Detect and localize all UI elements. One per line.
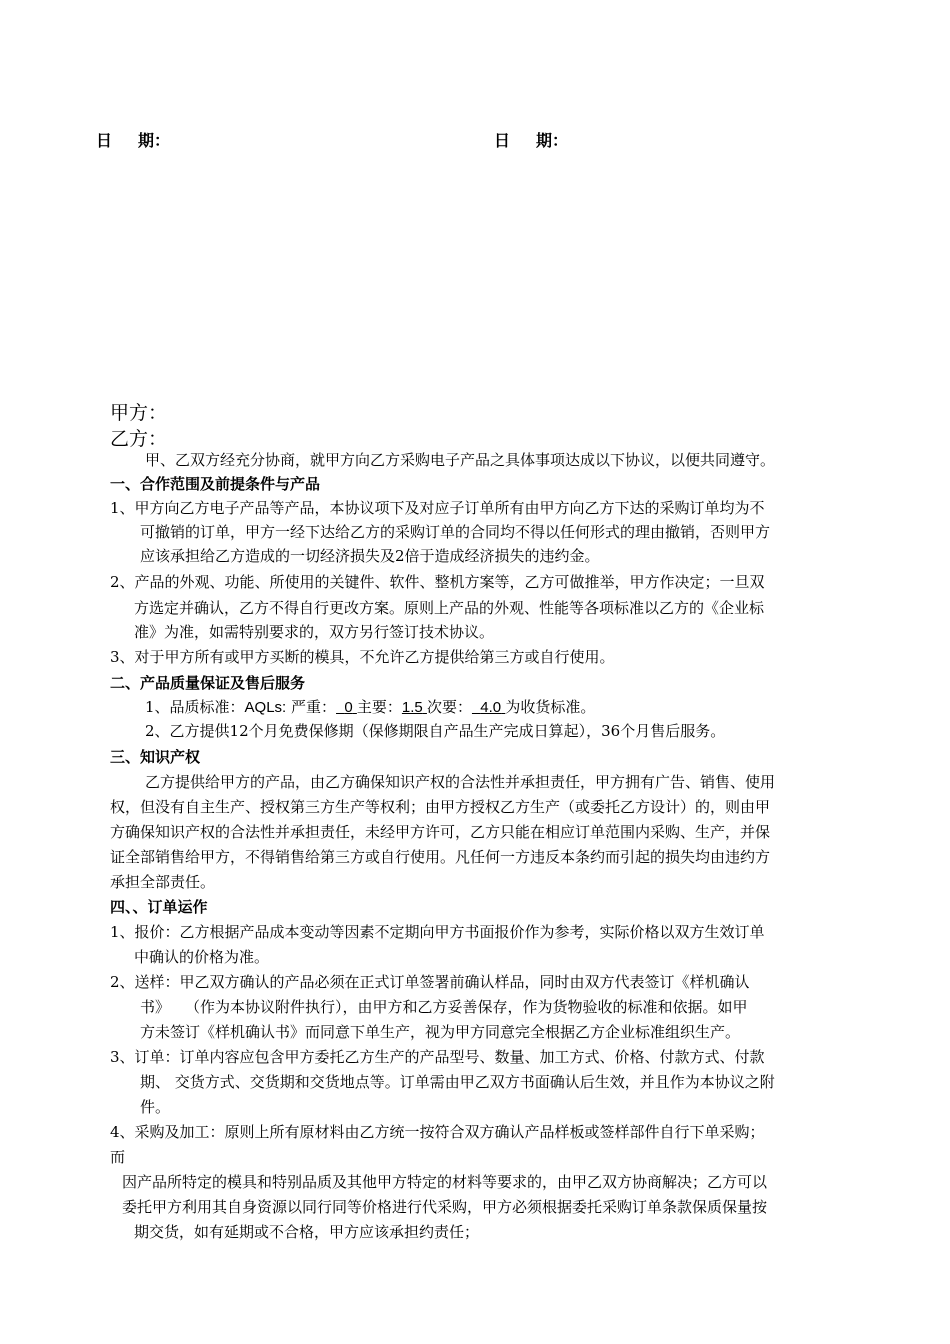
section-4-line: 期交货，如有延期或不合格，甲方应该承担约责任； (134, 1223, 480, 1241)
section-3-line: 乙方提供给甲方的产品，由乙方确保知识产权的合法性并承担责任，甲方拥有广告、销售、使用 (145, 773, 776, 791)
aql-label: AQLs: (244, 699, 287, 716)
section-1-line: 方选定并确认，乙方不得自行更改方案。原则上产品的外观、性能等各项标准以乙方的《企业标 (134, 599, 765, 617)
section-1-line: 准》为准，如需特别要求的，双方另行签订技术协议。 (134, 623, 495, 641)
party-b-label: 乙方： (110, 428, 168, 450)
severe-value: 0 (344, 699, 353, 716)
left-date-label: 日 期： (96, 131, 171, 150)
section-1-line: 3、对于甲方所有或甲方买断的模具，不允许乙方提供给第三方或自行使用。 (110, 648, 615, 666)
severe-label: 严重： (291, 698, 337, 716)
section-1-line: 2、产品的外观、功能、所使用的关键件、软件、整机方案等，乙方可做推举，甲方作决定；一旦双 (110, 573, 765, 591)
section-1-line: 应该承担给乙方造成的一切经济损失及2倍于造成经济损失的违约金。 (140, 547, 600, 565)
section-4-line: 中确认的价格为准。 (134, 948, 270, 966)
section-4-line: 3、订单：订单内容应包含甲方委托乙方生产的产品型号、数量、加工方式、价格、付款方式、付款 (110, 1048, 765, 1066)
section-4-line: 委托甲方利用其自身资源以同行同等价格进行代采购，甲方必须根据委托采购订单条款保质保量按 (122, 1198, 768, 1216)
minor-value: 4.0 (480, 699, 502, 716)
section-4-line: 2、送样：甲乙双方确认的产品必须在正式订单签署前确认样品，同时由双方代表签订《样机确认 (110, 973, 750, 991)
section-4-line: 4、采购及加工：原则上所有原材料由乙方统一按符合双方确认产品样板或签样部件自行下单采购； (110, 1123, 765, 1141)
section-3-line: 方确保知识产权的合法性并承担责任，未经甲方许可，乙方只能在相应订单范围内采购、生产，并保 (110, 823, 771, 841)
quality-standard-line (145, 695, 595, 720)
minor-label: 次要： (426, 698, 472, 716)
section-2-title: 二、产品质量保证及售后服务 (110, 674, 306, 692)
section-4-line: 因产品所特定的模具和特别品质及其他甲方特定的材料等要求的，由甲乙双方协商解决；乙方可以 (122, 1173, 768, 1191)
section-4-line: 1、报价：乙方根据产品成本变动等因素不定期向甲方书面报价作为参考，实际价格以双方生效订单 (110, 923, 765, 941)
section-4-line: 书》 （作为本协议附件执行），由甲方和乙方妥善保存，作为货物验收的标准和依据。如甲 (140, 998, 748, 1016)
warranty-line: 2、乙方提供12个月免费保修期（保修期限自产品生产完成日算起），36个月售后服务。 (145, 722, 726, 740)
section-1-line: 1、甲方向乙方电子产品等产品，本协议项下及对应子订单所有由甲方向乙方下达的采购订单均为不 (110, 499, 765, 517)
section-4-title: 四、、订单运作 (110, 898, 208, 916)
right-date-label: 日 期： (494, 131, 569, 150)
major-value: 1.5 (401, 699, 423, 716)
quality-prefix: 1、品质标准： (145, 698, 245, 716)
quality-suffix: 为收货标准。 (505, 698, 596, 716)
section-4-line: 而 (110, 1148, 126, 1166)
section-4-line: 件。 (140, 1098, 171, 1116)
section-1-title: 一、合作范围及前提条件与产品 (110, 475, 321, 493)
section-3-line: 证全部销售给甲方，不得销售给第三方或自行使用。凡任何一方违反本条约而引起的损失均由违约方 (110, 848, 771, 866)
section-3-line: 权，但没有自主生产、授权第三方生产等权利；由甲方授权乙方生产（或委托乙方设计）的，则由甲 (110, 798, 771, 816)
section-4-line: 方未签订《样机确认书》而同意下单生产，视为甲方同意完全根据乙方企业标准组织生产。 (140, 1023, 741, 1041)
intro-paragraph: 甲、乙双方经充分协商，就甲方向乙方采购电子产品之具体事项达成以下协议，以便共同遵守。 (145, 451, 776, 469)
section-4-line: 期、 交货方式、交货期和交货地点等。订单需由甲乙双方书面确认后生效，并且作为本协议之附 (140, 1073, 775, 1091)
major-label: 主要： (356, 698, 402, 716)
section-1-line: 可撤销的订单，甲方一经下达给乙方的采购订单的合同均不得以任何形式的理由撤销，否则甲方 (140, 523, 771, 541)
section-3-line: 承担全部责任。 (110, 873, 216, 891)
section-3-title: 三、知识产权 (110, 748, 201, 766)
party-a-label: 甲方： (110, 402, 168, 424)
